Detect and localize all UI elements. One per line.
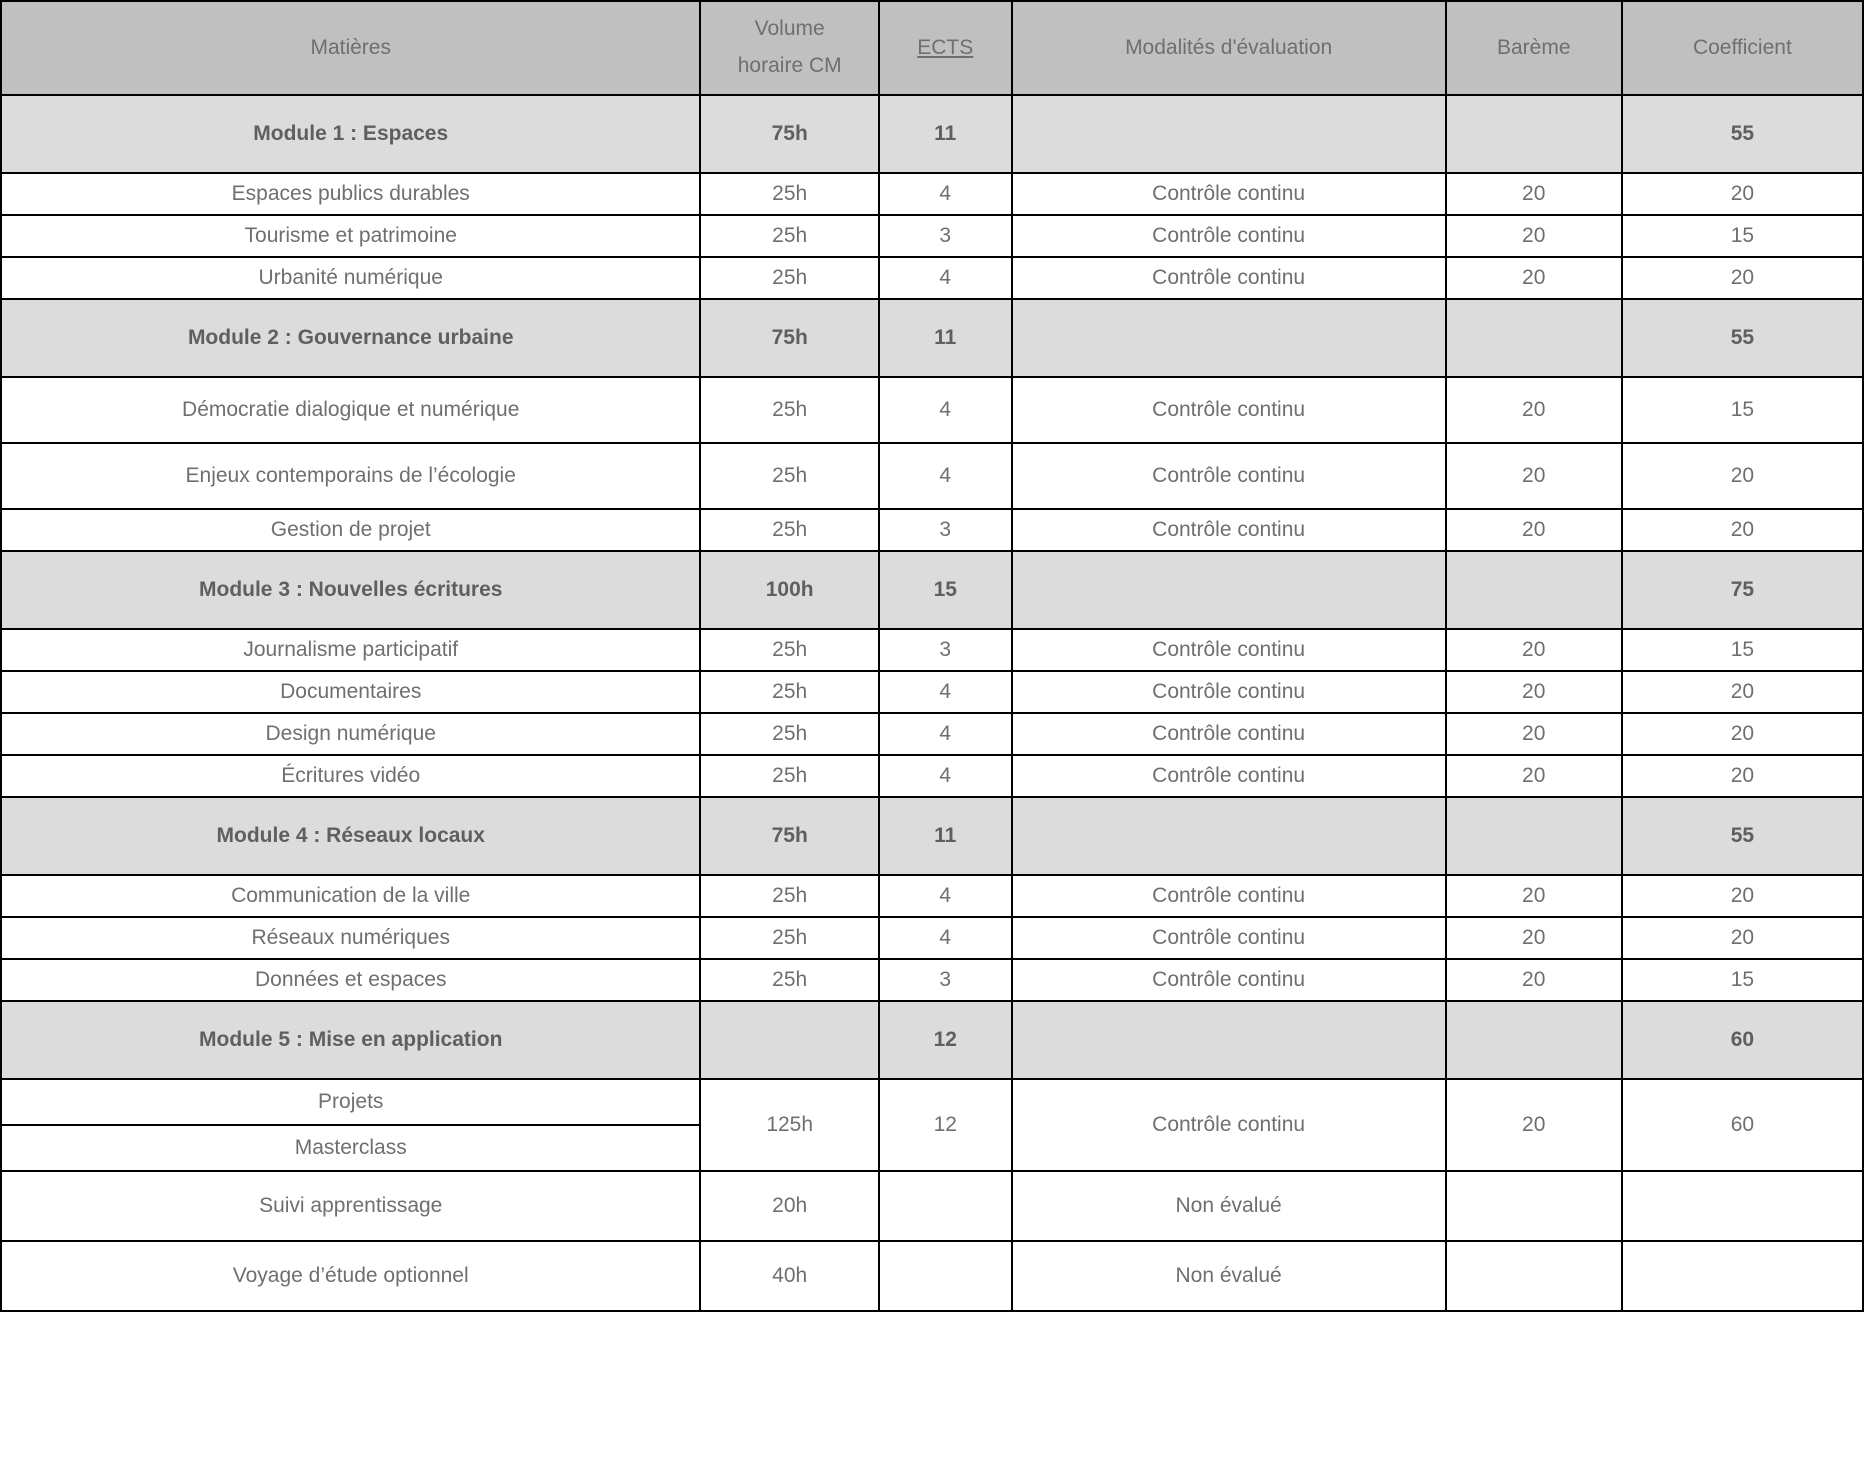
subject-volume: 25h (700, 443, 878, 509)
module-coefficient: 60 (1622, 1001, 1863, 1079)
module-title: Module 4 : Réseaux locaux (1, 797, 700, 875)
subject-ects: 4 (879, 443, 1012, 509)
subject-ects: 4 (879, 755, 1012, 797)
subject-ects: 4 (879, 875, 1012, 917)
subject-bareme: 20 (1446, 443, 1622, 509)
column-header-matieres (1, 1, 700, 95)
subject-modalites: Contrôle continu (1012, 959, 1446, 1001)
subject-coefficient: 20 (1622, 917, 1863, 959)
subject-coefficient: 20 (1622, 257, 1863, 299)
module-modalites (1012, 551, 1446, 629)
table-row (1, 1079, 1863, 1125)
subject-coefficient: 60 (1622, 1079, 1863, 1171)
column-header-matieres-label: Matières (310, 35, 391, 59)
column-header-bareme-label: Barème (1496, 35, 1571, 59)
module-header-row (1, 95, 1863, 173)
table-row (1, 215, 1863, 257)
module-volume: 75h (700, 299, 878, 377)
subject-name: Suivi apprentissage (1, 1171, 700, 1241)
subject-coefficient: 20 (1622, 671, 1863, 713)
table-header (1, 1, 1863, 95)
table-row (1, 257, 1863, 299)
subject-volume: 25h (700, 875, 878, 917)
subject-volume: 25h (700, 257, 878, 299)
module-bareme (1446, 797, 1622, 875)
subject-name: Masterclass (1, 1125, 700, 1171)
subject-name: Projets (1, 1079, 700, 1125)
subject-name: Tourisme et patrimoine (1, 215, 700, 257)
subject-coefficient: 20 (1622, 509, 1863, 551)
subject-bareme: 20 (1446, 509, 1622, 551)
subject-volume: 20h (700, 1171, 878, 1241)
subject-name: Écritures vidéo (1, 755, 700, 797)
subject-coefficient: 20 (1622, 443, 1863, 509)
subject-ects: 3 (879, 629, 1012, 671)
subject-bareme: 20 (1446, 629, 1622, 671)
table-row (1, 959, 1863, 1001)
subject-volume: 25h (700, 713, 878, 755)
module-title: Module 3 : Nouvelles écritures (1, 551, 700, 629)
subject-ects (879, 1171, 1012, 1241)
subject-bareme: 20 (1446, 671, 1622, 713)
table-row (1, 755, 1863, 797)
subject-coefficient: 20 (1622, 875, 1863, 917)
header-row (1, 1, 1863, 95)
subject-name: Communication de la ville (1, 875, 700, 917)
subject-name: Journalisme participatif (1, 629, 700, 671)
module-modalites (1012, 1001, 1446, 1079)
subject-bareme: 20 (1446, 875, 1622, 917)
column-header-volume-line1: Volume (754, 17, 825, 41)
subject-modalites: Contrôle continu (1012, 1079, 1446, 1171)
subject-coefficient: 20 (1622, 713, 1863, 755)
module-coefficient: 55 (1622, 299, 1863, 377)
subject-coefficient (1622, 1241, 1863, 1311)
subject-coefficient: 15 (1622, 629, 1863, 671)
subject-modalites: Contrôle continu (1012, 215, 1446, 257)
subject-ects (879, 1241, 1012, 1311)
column-header-modalites-evaluation (1012, 1, 1446, 95)
module-ects: 15 (879, 551, 1012, 629)
subject-volume: 25h (700, 629, 878, 671)
subject-bareme: 20 (1446, 257, 1622, 299)
module-ects: 11 (879, 797, 1012, 875)
subject-ects: 4 (879, 671, 1012, 713)
subject-volume: 25h (700, 173, 878, 215)
subject-name: Réseaux numériques (1, 917, 700, 959)
subject-modalites: Contrôle continu (1012, 755, 1446, 797)
subject-volume: 25h (700, 755, 878, 797)
subject-bareme: 20 (1446, 959, 1622, 1001)
subject-volume: 25h (700, 917, 878, 959)
subject-modalites: Contrôle continu (1012, 671, 1446, 713)
subject-volume: 25h (700, 509, 878, 551)
subject-ects: 12 (879, 1079, 1012, 1171)
subject-modalites: Contrôle continu (1012, 917, 1446, 959)
subject-name: Voyage d’étude optionnel (1, 1241, 700, 1311)
module-volume: 75h (700, 95, 878, 173)
module-header-row (1, 551, 1863, 629)
subject-name: Documentaires (1, 671, 700, 713)
subject-name: Données et espaces (1, 959, 700, 1001)
subject-ects: 4 (879, 377, 1012, 443)
module-title: Module 2 : Gouvernance urbaine (1, 299, 700, 377)
subject-modalites: Contrôle continu (1012, 377, 1446, 443)
module-modalites (1012, 95, 1446, 173)
subject-coefficient: 20 (1622, 173, 1863, 215)
subject-modalites: Contrôle continu (1012, 257, 1446, 299)
module-modalites (1012, 797, 1446, 875)
subject-modalites: Contrôle continu (1012, 173, 1446, 215)
subject-coefficient (1622, 1171, 1863, 1241)
subject-coefficient: 15 (1622, 377, 1863, 443)
subject-volume: 25h (700, 377, 878, 443)
module-bareme (1446, 551, 1622, 629)
subject-ects: 4 (879, 173, 1012, 215)
subject-bareme: 20 (1446, 713, 1622, 755)
table-row (1, 1241, 1863, 1311)
module-ects: 11 (879, 95, 1012, 173)
subject-bareme: 20 (1446, 917, 1622, 959)
subject-name: Design numérique (1, 713, 700, 755)
column-header-bareme (1446, 1, 1622, 95)
module-modalites (1012, 299, 1446, 377)
table-row (1, 875, 1863, 917)
table-row (1, 443, 1863, 509)
subject-modalites: Non évalué (1012, 1171, 1446, 1241)
table-row (1, 917, 1863, 959)
module-volume: 100h (700, 551, 878, 629)
subject-coefficient: 15 (1622, 215, 1863, 257)
subject-volume: 25h (700, 671, 878, 713)
module-ects: 11 (879, 299, 1012, 377)
table-row (1, 713, 1863, 755)
table-row (1, 629, 1863, 671)
column-header-ects-label: ECTS (917, 35, 974, 59)
module-title: Module 1 : Espaces (1, 95, 700, 173)
subject-modalites: Contrôle continu (1012, 443, 1446, 509)
table-row (1, 377, 1863, 443)
table-row (1, 1171, 1863, 1241)
subject-ects: 3 (879, 215, 1012, 257)
subject-bareme (1446, 1171, 1622, 1241)
column-header-volume-line2: horaire CM (737, 54, 842, 77)
subject-ects: 4 (879, 713, 1012, 755)
column-header-modalites-label: Modalités d'évaluation (1125, 35, 1333, 59)
subject-bareme: 20 (1446, 755, 1622, 797)
subject-bareme: 20 (1446, 377, 1622, 443)
module-header-row (1, 797, 1863, 875)
module-title: Module 5 : Mise en application (1, 1001, 700, 1079)
subject-volume: 125h (700, 1079, 878, 1171)
subject-coefficient: 20 (1622, 755, 1863, 797)
module-header-row (1, 299, 1863, 377)
module-ects: 12 (879, 1001, 1012, 1079)
subject-volume: 25h (700, 215, 878, 257)
subject-name: Enjeux contemporains de l’écologie (1, 443, 700, 509)
table-row (1, 173, 1863, 215)
column-header-coefficient-label: Coefficient (1692, 35, 1792, 59)
table-row (1, 671, 1863, 713)
subject-ects: 4 (879, 257, 1012, 299)
subject-name: Urbanité numérique (1, 257, 700, 299)
module-coefficient: 75 (1622, 551, 1863, 629)
module-volume (700, 1001, 878, 1079)
subject-modalites: Contrôle continu (1012, 629, 1446, 671)
subject-modalites: Contrôle continu (1012, 713, 1446, 755)
subject-name: Gestion de projet (1, 509, 700, 551)
module-bareme (1446, 299, 1622, 377)
subject-volume: 40h (700, 1241, 878, 1311)
subject-modalites: Contrôle continu (1012, 875, 1446, 917)
subject-volume: 25h (700, 959, 878, 1001)
subject-bareme: 20 (1446, 215, 1622, 257)
subject-name: Démocratie dialogique et numérique (1, 377, 700, 443)
subject-modalites: Non évalué (1012, 1241, 1446, 1311)
subject-coefficient: 15 (1622, 959, 1863, 1001)
module-coefficient: 55 (1622, 797, 1863, 875)
column-header-coefficient (1622, 1, 1863, 95)
table-body (1, 95, 1863, 1311)
column-header-volume-horaire-cm (700, 1, 878, 95)
subject-bareme (1446, 1241, 1622, 1311)
subject-name: Espaces publics durables (1, 173, 700, 215)
subject-modalites: Contrôle continu (1012, 509, 1446, 551)
column-header-ects[interactable] (879, 1, 1012, 95)
subject-ects: 4 (879, 917, 1012, 959)
module-volume: 75h (700, 797, 878, 875)
module-bareme (1446, 95, 1622, 173)
subject-ects: 3 (879, 509, 1012, 551)
module-coefficient: 55 (1622, 95, 1863, 173)
module-bareme (1446, 1001, 1622, 1079)
table-row (1, 509, 1863, 551)
subject-ects: 3 (879, 959, 1012, 1001)
subject-bareme: 20 (1446, 1079, 1622, 1171)
module-header-row (1, 1001, 1863, 1079)
subject-bareme: 20 (1446, 173, 1622, 215)
